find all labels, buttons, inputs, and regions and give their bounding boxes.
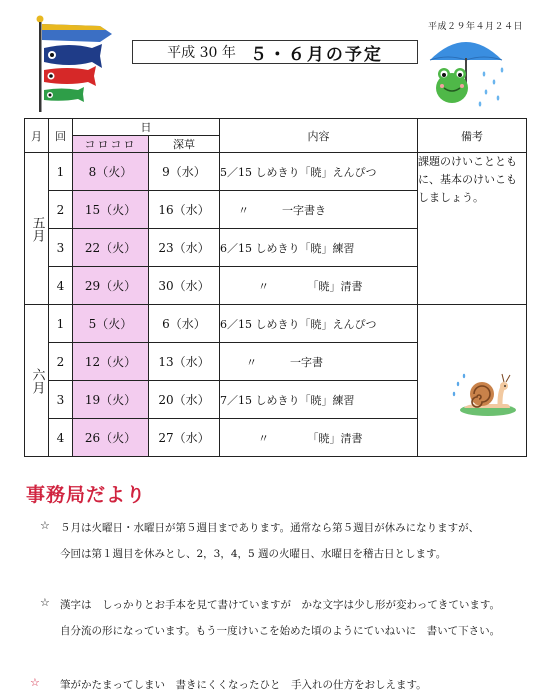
table-row (25, 153, 527, 191)
round-cell: 1 (49, 153, 73, 191)
header-month: 月 (25, 119, 49, 153)
month-label-june: 六月 (25, 305, 49, 457)
table-row (25, 305, 527, 343)
kokoro-date-cell: 29（火） (73, 267, 149, 305)
round-cell: 3 (49, 229, 73, 267)
content-cell: 〃 「暁」清書 (220, 267, 418, 305)
round-cell: 4 (49, 419, 73, 457)
koinobori-icon (30, 14, 114, 114)
content-cell: 〃 「暁」清書 (220, 419, 418, 457)
content-cell: 7／15 しめきり「暁」練習 (220, 381, 418, 419)
remark-cell-may: 課題のけいことともに、基本のけいこもしましょう。 (418, 153, 527, 305)
kokoro-date-cell: 15（火） (73, 191, 149, 229)
header-round: 回 (49, 119, 73, 153)
note-2-line-1: 漢字は しっかりとお手本を見て書けていますが かな文字は少し形が変わってきています。 (60, 599, 501, 611)
header-jinsaku: 深草 (149, 136, 220, 153)
jinsaku-date-cell: 6（水） (149, 305, 220, 343)
kokoro-date-cell: 8（火） (73, 153, 149, 191)
header-content: 内容 (220, 119, 418, 153)
office-news-title: 事務局だより (26, 484, 147, 506)
title-main: ５・６月の予定 (249, 44, 383, 65)
note-3-line-1: 筆がかたまってしまい 書きにくくなったひと 手入れの仕方をおしえます。 (60, 679, 427, 691)
header-remarks: 備考 (418, 119, 527, 153)
jinsaku-date-cell: 20（水） (149, 381, 220, 419)
star-bullet-1: ☆ (40, 519, 50, 532)
kokoro-date-cell: 22（火） (73, 229, 149, 267)
snail-icon (450, 368, 518, 418)
jinsaku-date-cell: 27（水） (149, 419, 220, 457)
round-cell: 3 (49, 381, 73, 419)
frog-umbrella-icon (424, 30, 508, 112)
jinsaku-date-cell: 13（水） (149, 343, 220, 381)
jinsaku-date-cell: 23（水） (149, 229, 220, 267)
round-cell: 2 (49, 191, 73, 229)
round-cell: 1 (49, 305, 73, 343)
content-cell: 〃 一字書き (220, 191, 418, 229)
note-1-line-2: 今回は第１週目を休みとし、2，3，4，5 週の火曜日、水曜日を稽古日とします。 (60, 548, 447, 560)
round-cell: 2 (49, 343, 73, 381)
header-day: 日 (73, 119, 220, 136)
jinsaku-date-cell: 16（水） (149, 191, 220, 229)
content-cell: 6／15 しめきり「暁」練習 (220, 229, 418, 267)
content-cell: 〃 一字書 (220, 343, 418, 381)
kokoro-date-cell: 19（火） (73, 381, 149, 419)
header-kokoro: コロコロ (73, 136, 149, 153)
title-year: 平成 30 年 (167, 45, 236, 61)
month-label-may: 五月 (25, 153, 49, 305)
star-bullet-3: ☆ (30, 676, 40, 689)
issue-date: 平成２９年４月２４日 (428, 22, 524, 32)
note-1-line-1: ５月は火曜日・水曜日が第５週目まであります。通常なら第５週目が休みになりますが、 (60, 522, 480, 534)
kokoro-date-cell: 5（火） (73, 305, 149, 343)
round-cell: 4 (49, 267, 73, 305)
kokoro-date-cell: 26（火） (73, 419, 149, 457)
content-cell: 5／15 しめきり「暁」えんぴつ (220, 153, 418, 191)
kokoro-date-cell: 12（火） (73, 343, 149, 381)
jinsaku-date-cell: 30（水） (149, 267, 220, 305)
jinsaku-date-cell: 9（水） (149, 153, 220, 191)
page-title (132, 40, 418, 64)
table-header-row (25, 119, 527, 136)
note-2-line-2: 自分流の形になっています。もう一度けいこを始めた頃のようにていねいに 書いて下さい。 (60, 625, 501, 637)
content-cell: 6／15 しめきり「暁」えんぴつ (220, 305, 418, 343)
star-bullet-2: ☆ (40, 596, 50, 609)
